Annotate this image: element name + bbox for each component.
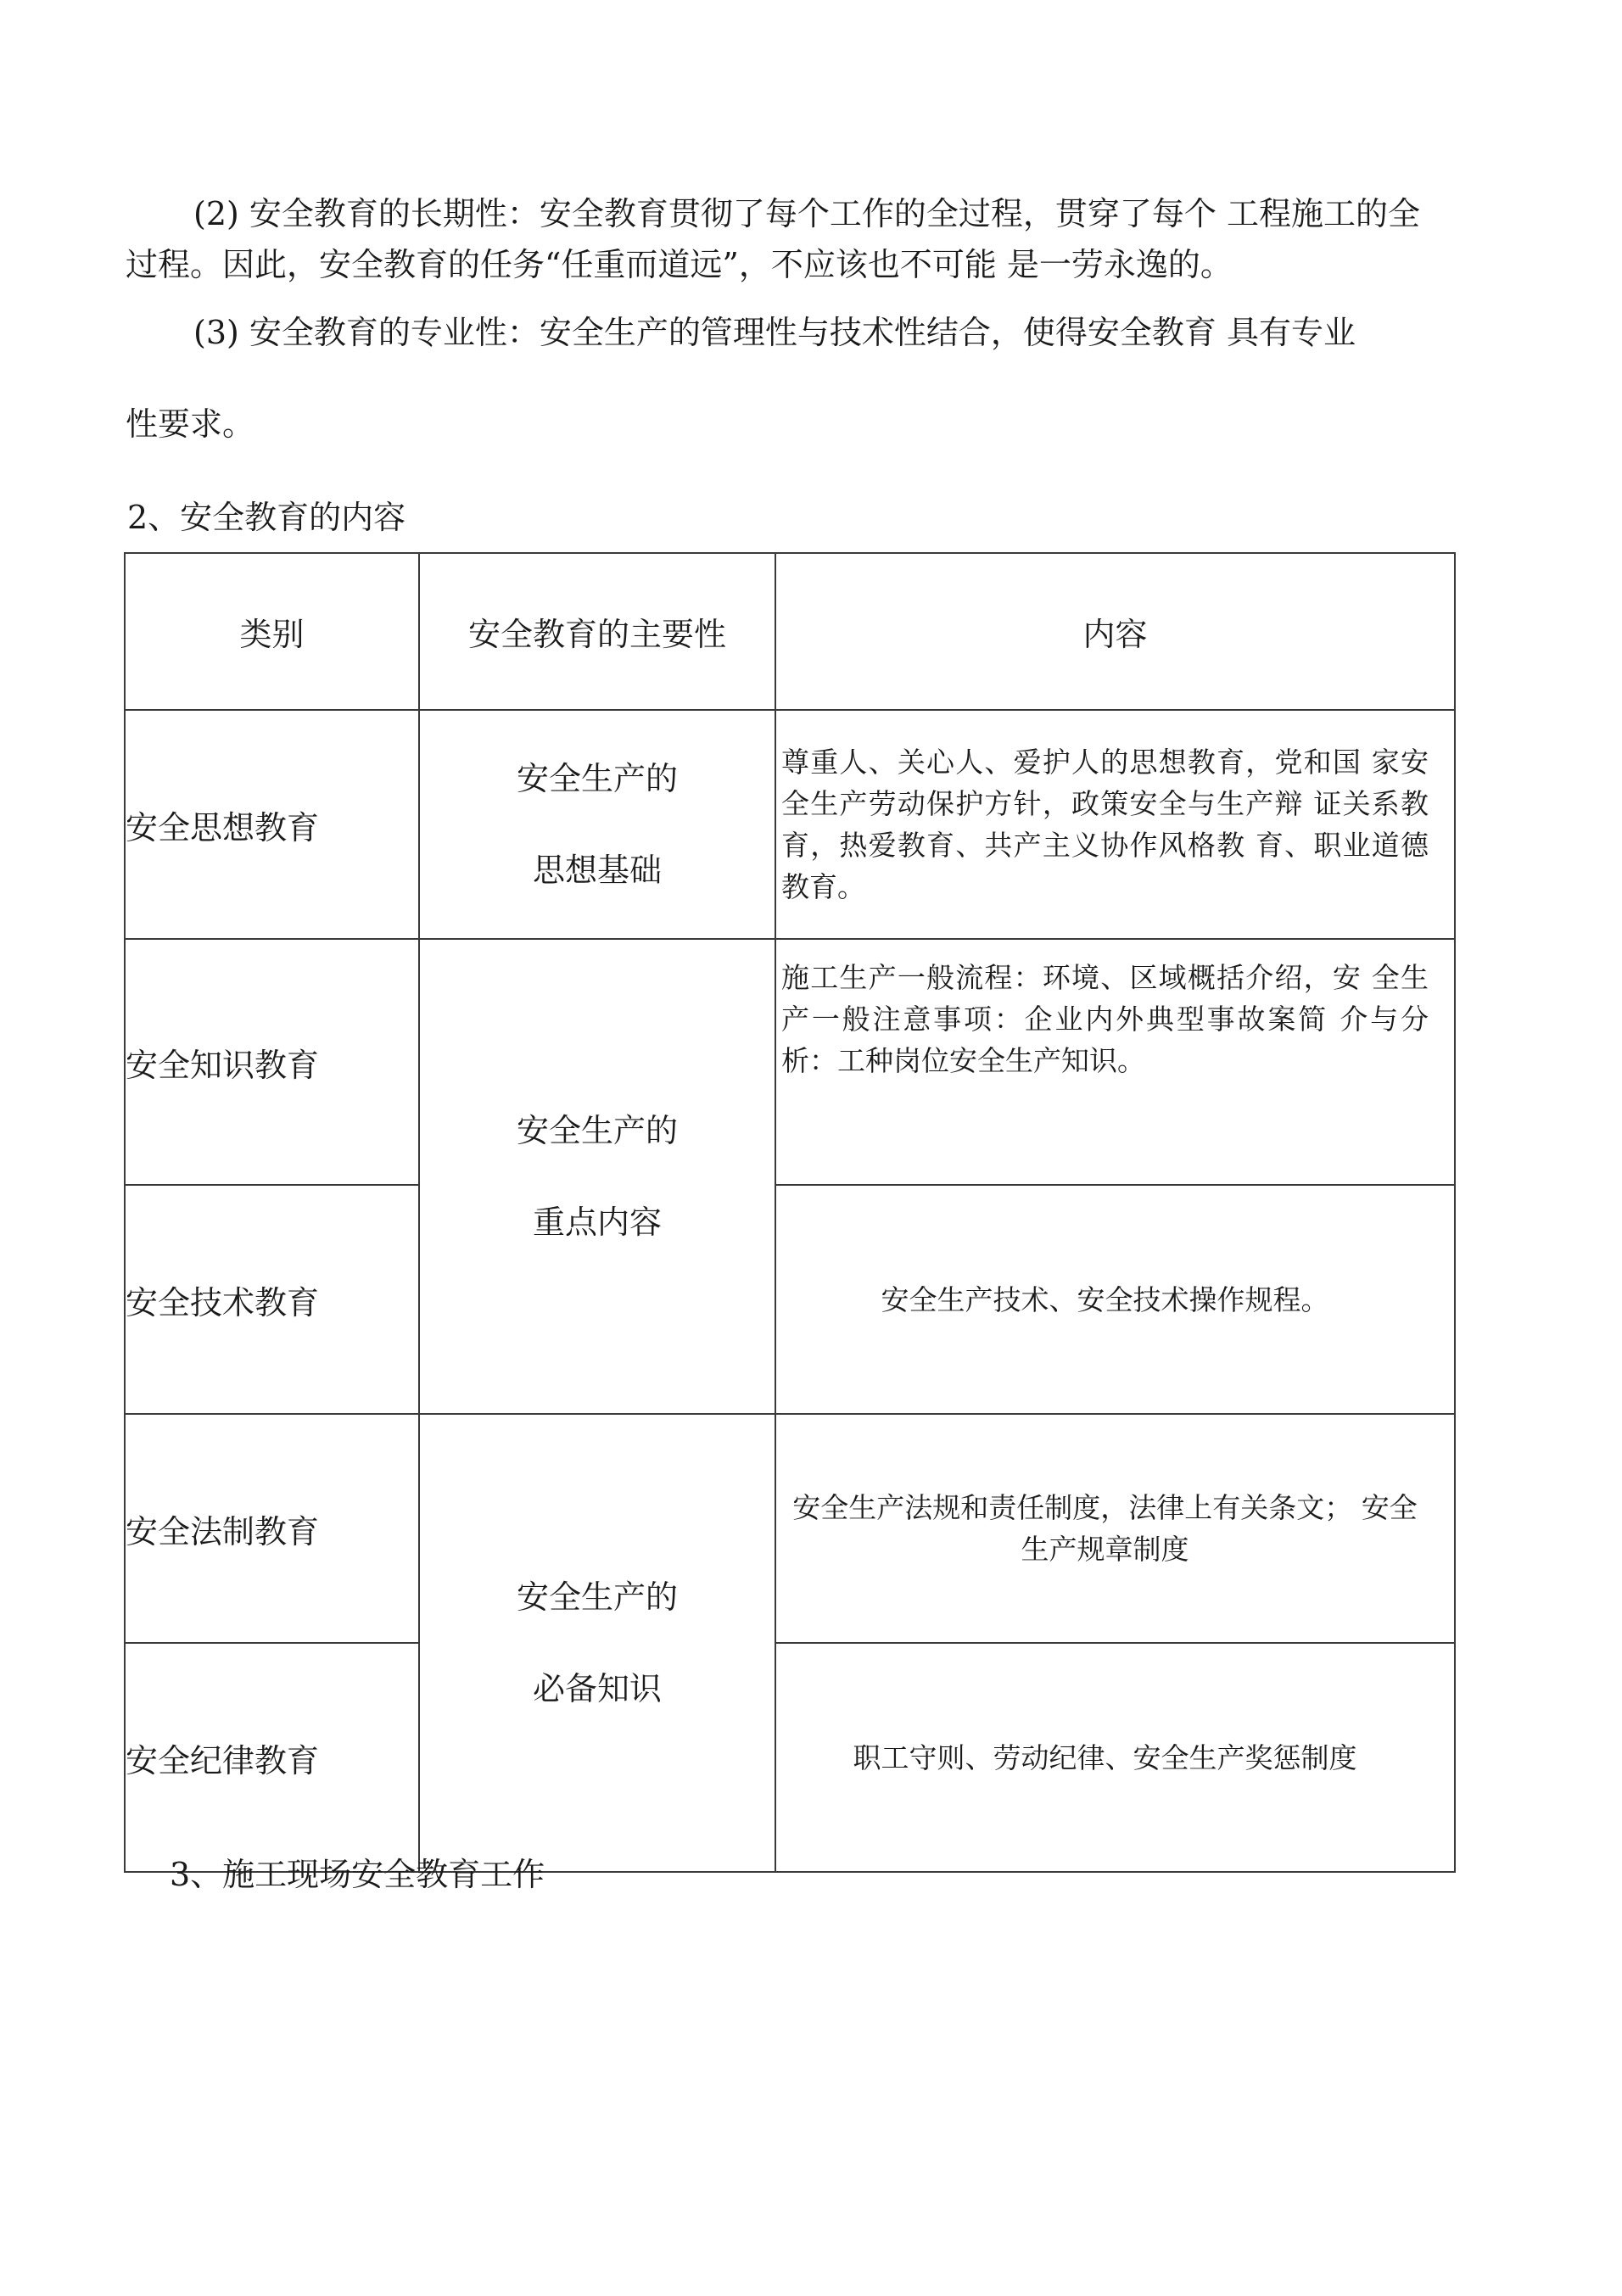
row-content	[775, 1185, 1455, 1414]
row-category: 安全纪律教育	[125, 1643, 419, 1872]
row-content-text: 安全生产法规和责任制度，法律上有关条文； 安全生产规章制度	[792, 1491, 1418, 1566]
importance-line: 必备知识	[532, 1670, 662, 1707]
table-row	[125, 939, 1455, 1185]
row-category: 安全思想教育	[125, 710, 419, 939]
importance-line: 安全生产的	[516, 1112, 678, 1149]
row-content-text: 安全生产技术、安全技术操作规程。	[881, 1282, 1329, 1316]
importance-line: 安全生产的	[516, 1578, 678, 1616]
row-content-text: 施工生产一般流程：环境、区域概括介绍，安 全生产一般注意事项：企业内外典型事故案简 介与分析：工种岗位安全生产知识。	[781, 961, 1429, 1077]
header-category: 类别	[125, 553, 419, 710]
header-content: 内容	[775, 553, 1455, 710]
paragraph-professional-cont: 性要求。	[126, 405, 255, 443]
row-importance	[419, 939, 775, 1414]
row-importance	[419, 1414, 775, 1872]
row-content	[775, 1414, 1455, 1643]
table-row	[125, 710, 1455, 939]
paragraph-professional	[126, 307, 1445, 358]
table-row	[125, 1643, 1455, 1872]
paragraph-long-term-text: (2) 安全教育的长期性：安全教育贯彻了每个工作的全过程，贯穿了每个 工程施工的全过程。因此，安全教育的任务“任重而道远”，不应该也不可能 是一劳永逸的。	[126, 195, 1420, 283]
section-3-title: 3、施工现场安全教育工作	[170, 1856, 545, 1893]
importance-line: 安全生产的	[516, 760, 678, 797]
header-importance: 安全教育的主要性	[419, 553, 775, 710]
safety-education-table	[124, 552, 1456, 1873]
row-content	[775, 939, 1455, 1185]
row-category: 安全法制教育	[125, 1414, 419, 1643]
row-content	[775, 710, 1455, 939]
paragraph-long-term	[126, 188, 1445, 290]
importance-line: 思想基础	[532, 852, 662, 889]
section-2-title: 2、安全教育的内容	[127, 499, 406, 536]
table-header-row	[125, 553, 1455, 710]
row-content-text: 尊重人、关心人、爱护人的思想教育，党和国 家安全生产劳动保护方针，政策安全与生产辩 证关系教育，热爱教育、共产主义协作风格教 育、职业道德教育。	[781, 746, 1429, 903]
row-category: 安全技术教育	[125, 1185, 419, 1414]
paragraph-professional-text: (3) 安全教育的专业性：安全生产的管理性与技术性结合，使得安全教育 具有专业	[193, 314, 1356, 351]
importance-line: 重点内容	[532, 1204, 662, 1241]
row-category: 安全知识教育	[125, 939, 419, 1185]
row-content-text: 职工守则、劳动纪律、安全生产奖惩制度	[853, 1740, 1357, 1774]
row-content	[775, 1643, 1455, 1872]
table-row	[125, 1185, 1455, 1414]
table-row	[125, 1414, 1455, 1643]
row-importance	[419, 710, 775, 939]
